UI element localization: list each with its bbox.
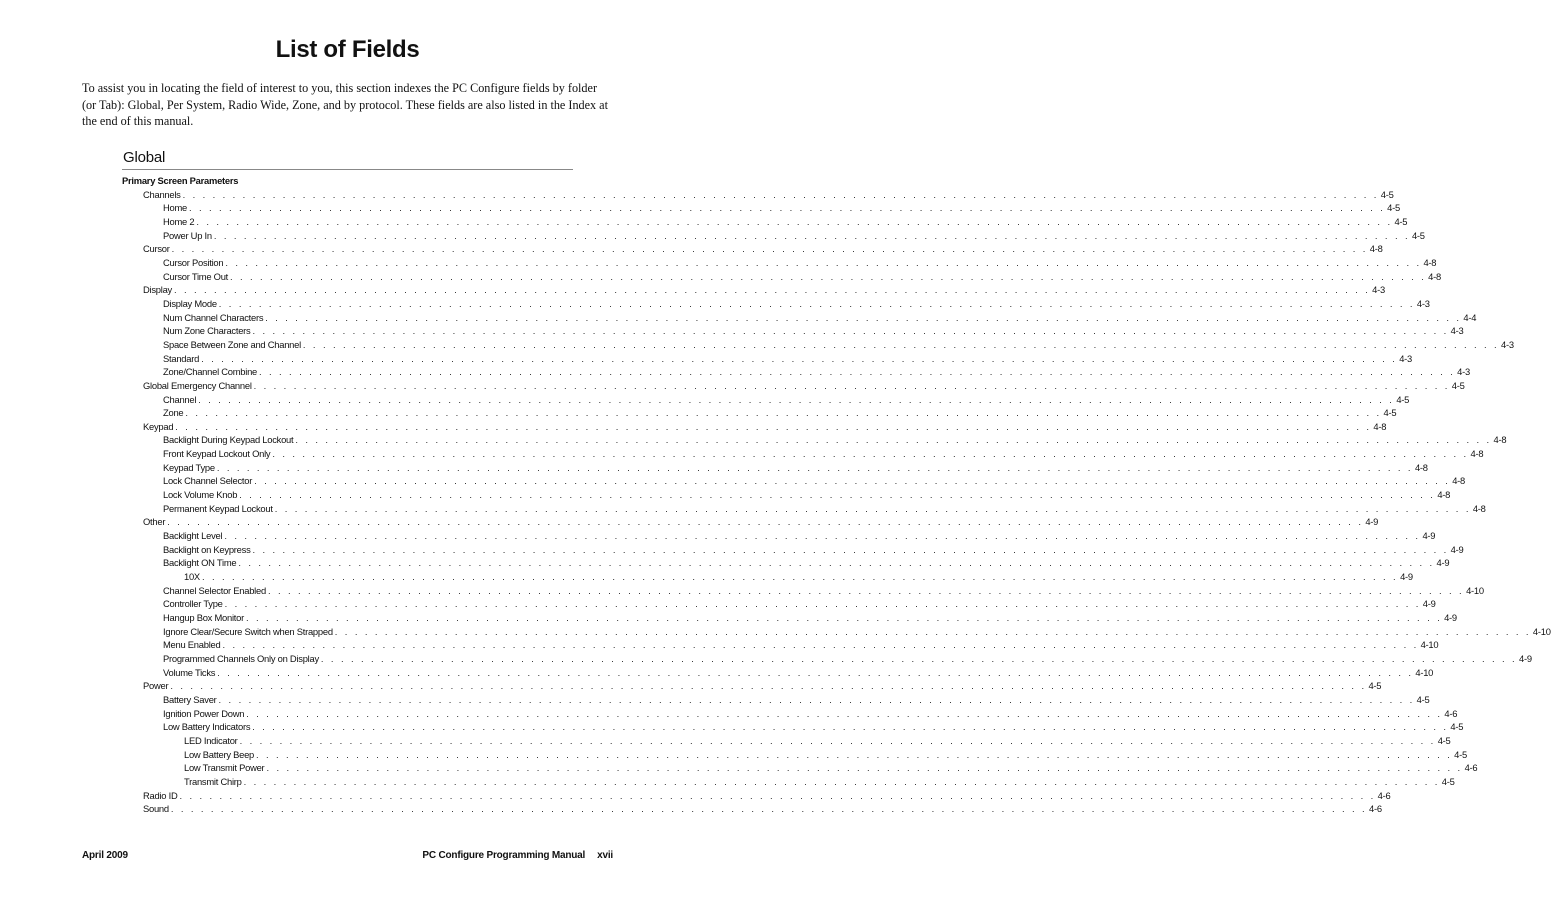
index-entry <box>122 597 1436 611</box>
index-entry-page: 4-5 <box>1416 693 1430 705</box>
index-entry-label: Hangup Box Monitor <box>163 612 244 623</box>
index-entry-page: 4-8 <box>1470 448 1484 460</box>
index-entry-page: 4-9 <box>1422 598 1436 610</box>
index-entry <box>122 761 1478 775</box>
index-entry-label: Volume Ticks <box>163 666 216 678</box>
dot-leader: . . . . . . . . . . . . . . . . . . . . . . . . . . . . . . . . . . . . . . . . . . . . . . . . . . . . . . . . . . . . . . . . . . . . . . . . . . . . . . . . . . . . . . . . . . . . . . . . . . . . . . . . . . . . . . . . . . . . . . . . <box>239 489 1436 501</box>
index-entry <box>122 556 1450 570</box>
dot-leader: . . . . . . . . . . . . . . . . . . . . . . . . . . . . . . . . . . . . . . . . . . . . . . . . . . . . . . . . . . . . . . . . . . . . . . . . . . . . . . . . . . . . . . . . . . . . . . . . . . . . . . . . . . . . . . . . . . . . . . . . <box>196 215 1393 227</box>
index-entry <box>122 447 1484 461</box>
dot-leader: . . . . . . . . . . . . . . . . . . . . . . . . . . . . . . . . . . . . . . . . . . . . . . . . . . . . . . . . . . . . . . . . . . . . . . . . . . . . . . . . . . . . . . . . . . . . . . . . . . . . . . . . . . . . . . . . . . . . . . . . <box>295 434 1492 446</box>
dot-leader: . . . . . . . . . . . . . . . . . . . . . . . . . . . . . . . . . . . . . . . . . . . . . . . . . . . . . . . . . . . . . . . . . . . . . . . . . . . . . . . . . . . . . . . . . . . . . . . . . . . . . . . . . . . . . . . . . . . . . . . . <box>167 516 1364 528</box>
index-entry-label: Zone/Channel Combine <box>163 366 258 378</box>
section-divider <box>122 169 573 170</box>
index-entry-label: Backlight on Keypress <box>163 543 251 555</box>
index-entry-page: 4-5 <box>1451 379 1465 391</box>
index-entry-label: Keypad <box>143 420 174 432</box>
index-entry-label: LED Indicator <box>184 734 238 746</box>
index-entry <box>122 365 1470 379</box>
index-entry <box>122 775 1455 789</box>
dot-leader: . . . . . . . . . . . . . . . . . . . . . . . . . . . . . . . . . . . . . . . . . . . . . . . . . . . . . . . . . . . . . . . . . . . . . . . . . . . . . . . . . . . . . . . . . . . . . . . . . . . . . . . . . . . . . . . . . . . . . . . . <box>265 311 1462 323</box>
index-entry-label: Programmed Channels Only on Display <box>163 652 319 664</box>
index-entry-label: Controller Type <box>163 598 223 610</box>
index-entry-label: Cursor Time Out <box>163 270 229 282</box>
index-entry-label: Permanent Keypad Lockout <box>163 502 273 514</box>
index-entry-label: Low Transmit Power <box>184 762 265 774</box>
dot-leader: . . . . . . . . . . . . . . . . . . . . . . . . . . . . . . . . . . . . . . . . . . . . . . . . . . . . . . . . . . . . . . . . . . . . . . . . . . . . . . . . . . . . . . . . . . . . . . . . . . . . . . . . . . . . . . . . . . . . . . . . <box>224 530 1421 542</box>
index-entry <box>122 461 1428 475</box>
index-entry-page: 4-8 <box>1437 489 1451 501</box>
index-entry-label: Display <box>143 284 172 296</box>
dot-leader: . . . . . . . . . . . . . . . . . . . . . . . . . . . . . . . . . . . . . . . . . . . . . . . . . . . . . . . . . . . . . . . . . . . . . . . . . . . . . . . . . . . . . . . . . . . . . . . . . . . . . . . . . . . . . . . . . . . . . . . . <box>230 270 1427 282</box>
footer-info <box>422 850 613 861</box>
dot-leader: . . . . . . . . . . . . . . . . . . . . . . . . . . . . . . . . . . . . . . . . . . . . . . . . . . . . . . . . . . . . . . . . . . . . . . . . . . . . . . . . . . . . . . . . . . . . . . . . . . . . . . . . . . . . . . . . . . . . . . . . <box>256 748 1453 760</box>
dot-leader: . . . . . . . . . . . . . . . . . . . . . . . . . . . . . . . . . . . . . . . . . . . . . . . . . . . . . . . . . . . . . . . . . . . . . . . . . . . . . . . . . . . . . . . . . . . . . . . . . . . . . . . . . . . . . . . . . . . . . . . . <box>320 652 1518 664</box>
index-entry <box>122 283 1385 297</box>
index-entry-page: 4-8 <box>1369 243 1383 255</box>
dot-leader: . . . . . . . . . . . . . . . . . . . . . . . . . . . . . . . . . . . . . . . . . . . . . . . . . . . . . . . . . . . . . . . . . . . . . . . . . . . . . . . . . . . . . . . . . . . . . . . . . . . . . . . . . . . . . . . . . . . . . . . . <box>182 188 1379 200</box>
index-entry-page: 4-8 <box>1452 475 1466 487</box>
index-entry-label: Other <box>143 516 166 528</box>
index-entry-label: Battery Saver <box>163 693 217 705</box>
index-entry-page: 4-3 <box>1457 366 1470 378</box>
index-entry <box>122 679 1382 693</box>
dot-leader: . . . . . . . . . . . . . . . . . . . . . . . . . . . . . . . . . . . . . . . . . . . . . . . . . . . . . . . . . . . . . . . . . . . . . . . . . . . . . . . . . . . . . . . . . . . . . . . . . . . . . . . . . . . . . . . . . . . . . . . . <box>185 407 1382 419</box>
index-entry-page: 4-9 <box>1365 516 1379 528</box>
dot-leader: . . . . . . . . . . . . . . . . . . . . . . . . . . . . . . . . . . . . . . . . . . . . . . . . . . . . . . . . . . . . . . . . . . . . . . . . . . . . . . . . . . . . . . . . . . . . . . . . . . . . . . . . . . . . . . . . . . . . . . . . <box>238 557 1435 569</box>
dot-leader: . . . . . . . . . . . . . . . . . . . . . . . . . . . . . . . . . . . . . . . . . . . . . . . . . . . . . . . . . . . . . . . . . . . . . . . . . . . . . . . . . . . . . . . . . . . . . . . . . . . . . . . . . . . . . . . . . . . . . . . . <box>213 229 1410 241</box>
index-entry <box>122 406 1397 420</box>
index-entry <box>122 584 1484 598</box>
index-entry-page: 4-10 <box>1415 666 1434 678</box>
dot-leader: . . . . . . . . . . . . . . . . . . . . . . . . . . . . . . . . . . . . . . . . . . . . . . . . . . . . . . . . . . . . . . . . . . . . . . . . . . . . . . . . . . . . . . . . . . . . . . . . . . . . . . . . . . . . . . . . . . . . . . . . <box>245 612 1443 623</box>
index-entry-page: 4-3 <box>1416 297 1430 309</box>
index-entry <box>122 652 1532 666</box>
index-entry <box>122 543 1464 557</box>
index-entry-page: 4-8 <box>1373 420 1387 432</box>
index-entry <box>122 789 1391 803</box>
dot-leader: . . . . . . . . . . . . . . . . . . . . . . . . . . . . . . . . . . . . . . . . . . . . . . . . . . . . . . . . . . . . . . . . . . . . . . . . . . . . . . . . . . . . . . . . . . . . . . . . . . . . . . . . . . . . . . . . . . . . . . . . <box>302 338 1500 350</box>
index-entry-label: Lock Channel Selector <box>163 475 253 487</box>
index-entry <box>122 420 1387 434</box>
index-entry-label: Sound <box>143 803 169 815</box>
index-entry-label: Backlight During Keypad Lockout <box>163 434 294 446</box>
index-entry-label: Low Battery Indicators <box>163 721 251 733</box>
index-entry-page: 4-3 <box>1450 325 1464 337</box>
index-entry-page: 4-6 <box>1444 707 1458 719</box>
dot-leader: . . . . . . . . . . . . . . . . . . . . . . . . . . . . . . . . . . . . . . . . . . . . . . . . . . . . . . . . . . . . . . . . . . . . . . . . . . . . . . . . . . . . . . . . . . . . . . . . . . . . . . . . . . . . . . . . . . . . . . . . <box>175 420 1372 432</box>
index-entry <box>122 488 1451 502</box>
index-entry <box>122 242 1383 256</box>
index-entry-page: 4-5 <box>1441 775 1455 787</box>
dot-leader: . . . . . . . . . . . . . . . . . . . . . . . . . . . . . . . . . . . . . . . . . . . . . . . . . . . . . . . . . . . . . . . . . . . . . . . . . . . . . . . . . . . . . . . . . . . . . . . . . . . . . . . . . . . . . . . . . . . . . . . . <box>170 680 1367 692</box>
index-entry-label: Channels <box>143 188 181 200</box>
dot-leader: . . . . . . . . . . . . . . . . . . . . . . . . . . . . . . . . . . . . . . . . . . . . . . . . . . . . . . . . . . . . . . . . . . . . . . . . . . . . . . . . . . . . . . . . . . . . . . . . . . . . . . . . . . . . . . . . . . . . . . . . <box>334 625 1531 637</box>
index-entry-page: 4-9 <box>1422 530 1436 542</box>
index-entry <box>122 502 1486 516</box>
index-entry <box>122 515 1379 529</box>
index-entry-page: 4-10 <box>1532 625 1551 637</box>
index-entry-page: 4-10 <box>1466 584 1484 596</box>
footer-manual-title: PC Configure Programming Manual <box>422 850 586 861</box>
index-entry-label: Menu Enabled <box>163 639 221 651</box>
index-entry <box>122 270 1441 284</box>
index-entry-page: 4-9 <box>1436 557 1450 569</box>
field-index-list <box>122 174 1551 816</box>
index-entry <box>122 666 1434 680</box>
dot-leader: . . . . . . . . . . . . . . . . . . . . . . . . . . . . . . . . . . . . . . . . . . . . . . . . . . . . . . . . . . . . . . . . . . . . . . . . . . . . . . . . . . . . . . . . . . . . . . . . . . . . . . . . . . . . . . . . . . . . . . . . <box>198 393 1395 405</box>
dot-leader: . . . . . . . . . . . . . . . . . . . . . . . . . . . . . . . . . . . . . . . . . . . . . . . . . . . . . . . . . . . . . . . . . . . . . . . . . . . . . . . . . . . . . . . . . . . . . . . . . . . . . . . . . . . . . . . . . . . . . . . . <box>189 202 1386 214</box>
index-entry-label: Power Up In <box>163 229 212 241</box>
footer-date: April 2009 <box>82 850 128 861</box>
index-entry-page: 4-5 <box>1396 393 1410 405</box>
index-entry-label: Home <box>163 202 188 214</box>
index-entry <box>122 352 1412 366</box>
index-entry <box>122 311 1477 325</box>
index-entry <box>122 229 1425 243</box>
section-heading: Global <box>123 149 166 166</box>
index-entry-page: 4-6 <box>1368 803 1382 815</box>
index-entry-page: 4-8 <box>1493 434 1507 446</box>
dot-leader: . . . . . . . . . . . . . . . . . . . . . . . . . . . . . . . . . . . . . . . . . . . . . . . . . . . . . . . . . . . . . . . . . . . . . . . . . . . . . . . . . . . . . . . . . . . . . . . . . . . . . . . . . . . . . . . . . . . . . . . . <box>201 571 1399 583</box>
dot-leader: . . . . . . . . . . . . . . . . . . . . . . . . . . . . . . . . . . . . . . . . . . . . . . . . . . . . . . . . . . . . . . . . . . . . . . . . . . . . . . . . . . . . . . . . . . . . . . . . . . . . . . . . . . . . . . . . . . . . . . . . <box>272 448 1469 460</box>
dot-leader: . . . . . . . . . . . . . . . . . . . . . . . . . . . . . . . . . . . . . . . . . . . . . . . . . . . . . . . . . . . . . . . . . . . . . . . . . . . . . . . . . . . . . . . . . . . . . . . . . . . . . . . . . . . . . . . . . . . . . . . . <box>252 721 1449 733</box>
index-entry-label: Channel <box>163 393 197 405</box>
index-entry-page: 4-5 <box>1454 748 1467 760</box>
dot-leader: . . . . . . . . . . . . . . . . . . . . . . . . . . . . . . . . . . . . . . . . . . . . . . . . . . . . . . . . . . . . . . . . . . . . . . . . . . . . . . . . . . . . . . . . . . . . . . . . . . . . . . . . . . . . . . . . . . . . . . . . <box>171 243 1368 255</box>
index-entry-label: Radio ID <box>143 789 178 801</box>
index-entry-label: Power <box>143 680 169 692</box>
index-entry <box>122 802 1382 816</box>
index-entry-page: 4-5 <box>1383 407 1397 419</box>
index-entry-label: Zone <box>163 407 184 419</box>
index-entry-label: 10X <box>184 571 200 583</box>
dot-leader: . . . . . . . . . . . . . . . . . . . . . . . . . . . . . . . . . . . . . . . . . . . . . . . . . . . . . . . . . . . . . . . . . . . . . . . . . . . . . . . . . . . . . . . . . . . . . . . . . . . . . . . . . . . . . . . . . . . . . . . . <box>239 734 1436 746</box>
index-entry-label: Ignore Clear/Secure Switch when Strapped <box>163 625 333 637</box>
index-entry-page: 4-9 <box>1450 543 1464 555</box>
index-entry <box>122 215 1408 229</box>
index-entry-label: Standard <box>163 352 200 364</box>
index-entry-page: 4-6 <box>1464 762 1478 774</box>
index-entry-label: Ignition Power Down <box>163 707 245 719</box>
index-entry-page: 4-5 <box>1394 215 1408 227</box>
index-entry-page: 4-5 <box>1411 229 1425 241</box>
index-entry <box>122 625 1551 639</box>
index-entry-label: Num Channel Characters <box>163 311 264 323</box>
page-title: List of Fields <box>275 36 420 63</box>
index-entry-label: Backlight Level <box>163 530 223 542</box>
index-entry-page: 4-8 <box>1472 502 1486 514</box>
index-entry <box>122 297 1430 311</box>
index-entry-label: Channel Selector Enabled <box>163 584 266 596</box>
dot-leader: . . . . . . . . . . . . . . . . . . . . . . . . . . . . . . . . . . . . . . . . . . . . . . . . . . . . . . . . . . . . . . . . . . . . . . . . . . . . . . . . . . . . . . . . . . . . . . . . . . . . . . . . . . . . . . . . . . . . . . . . <box>252 543 1449 555</box>
dot-leader: . . . . . . . . . . . . . . . . . . . . . . . . . . . . . . . . . . . . . . . . . . . . . . . . . . . . . . . . . . . . . . . . . . . . . . . . . . . . . . . . . . . . . . . . . . . . . . . . . . . . . . . . . . . . . . . . . . . . . . . . <box>252 325 1449 337</box>
index-entry-label: Transmit Chirp <box>184 775 242 787</box>
index-entry-page: 4-8 <box>1428 270 1441 282</box>
footer-page-number: xvii <box>597 850 613 861</box>
dot-leader: . . . . . . . . . . . . . . . . . . . . . . . . . . . . . . . . . . . . . . . . . . . . . . . . . . . . . . . . . . . . . . . . . . . . . . . . . . . . . . . . . . . . . . . . . . . . . . . . . . . . . . . . . . . . . . . . . . . . . . . . <box>267 584 1465 596</box>
index-entry-page: 4-3 <box>1399 352 1412 364</box>
dot-leader: . . . . . . . . . . . . . . . . . . . . . . . . . . . . . . . . . . . . . . . . . . . . . . . . . . . . . . . . . . . . . . . . . . . . . . . . . . . . . . . . . . . . . . . . . . . . . . . . . . . . . . . . . . . . . . . . . . . . . . . . <box>259 366 1456 378</box>
index-entry-label: Primary Screen Parameters <box>122 175 239 186</box>
index-entry <box>122 393 1410 407</box>
index-entry-label: Front Keypad Lockout Only <box>163 448 271 460</box>
index-entry-page: 4-8 <box>1423 256 1437 268</box>
index-entry-page: 4-5 <box>1368 680 1382 692</box>
index-entry <box>122 433 1507 447</box>
index-entry <box>122 611 1457 625</box>
index-entry <box>122 256 1437 270</box>
index-entry-page: 4-8 <box>1414 461 1428 473</box>
index-entry <box>122 707 1458 721</box>
index-entry-page: 4-5 <box>1387 202 1400 214</box>
index-entry <box>122 188 1394 202</box>
index-entry-page: 4-6 <box>1377 789 1391 801</box>
index-entry <box>122 338 1514 352</box>
dot-leader: . . . . . . . . . . . . . . . . . . . . . . . . . . . . . . . . . . . . . . . . . . . . . . . . . . . . . . . . . . . . . . . . . . . . . . . . . . . . . . . . . . . . . . . . . . . . . . . . . . . . . . . . . . . . . . . . . . . . . . . . <box>274 502 1471 514</box>
index-entry <box>122 529 1436 543</box>
dot-leader: . . . . . . . . . . . . . . . . . . . . . . . . . . . . . . . . . . . . . . . . . . . . . . . . . . . . . . . . . . . . . . . . . . . . . . . . . . . . . . . . . . . . . . . . . . . . . . . . . . . . . . . . . . . . . . . . . . . . . . . . <box>224 598 1421 610</box>
index-entry <box>122 734 1451 748</box>
index-group-heading <box>122 174 573 188</box>
index-entry <box>122 201 1400 215</box>
dot-leader: . . . . . . . . . . . . . . . . . . . . . . . . . . . . . . . . . . . . . . . . . . . . . . . . . . . . . . . . . . . . . . . . . . . . . . . . . . . . . . . . . . . . . . . . . . . . . . . . . . . . . . . . . . . . . . . . . . . . . . . . <box>170 803 1367 815</box>
index-entry <box>122 570 1413 584</box>
intro-paragraph: To assist you in locating the field of interest to you, this section indexes the PC Configure fields by folder (or Tab): Global, Per System, Radio Wide, Zone, and by protocol. These fields are also listed in the Index at the end of this manual. <box>82 81 608 129</box>
index-entry-label: Low Battery Beep <box>184 748 255 760</box>
dot-leader: . . . . . . . . . . . . . . . . . . . . . . . . . . . . . . . . . . . . . . . . . . . . . . . . . . . . . . . . . . . . . . . . . . . . . . . . . . . . . . . . . . . . . . . . . . . . . . . . . . . . . . . . . . . . . . . . . . . . . . . . <box>218 297 1415 309</box>
index-entry <box>122 324 1464 338</box>
index-entry-page: 4-3 <box>1372 284 1385 296</box>
dot-leader: . . . . . . . . . . . . . . . . . . . . . . . . . . . . . . . . . . . . . . . . . . . . . . . . . . . . . . . . . . . . . . . . . . . . . . . . . . . . . . . . . . . . . . . . . . . . . . . . . . . . . . . . . . . . . . . . . . . . . . . . <box>243 775 1440 787</box>
index-entry <box>122 379 1465 393</box>
dot-leader: . . . . . . . . . . . . . . . . . . . . . . . . . . . . . . . . . . . . . . . . . . . . . . . . . . . . . . . . . . . . . . . . . . . . . . . . . . . . . . . . . . . . . . . . . . . . . . . . . . . . . . . . . . . . . . . . . . . . . . . . <box>246 707 1443 719</box>
index-entry-page: 4-5 <box>1450 721 1464 733</box>
dot-leader: . . . . . . . . . . . . . . . . . . . . . . . . . . . . . . . . . . . . . . . . . . . . . . . . . . . . . . . . . . . . . . . . . . . . . . . . . . . . . . . . . . . . . . . . . . . . . . . . . . . . . . . . . . . . . . . . . . . . . . . . <box>217 666 1414 678</box>
index-entry-page: 4-9 <box>1400 571 1413 583</box>
index-entry <box>122 748 1467 762</box>
dot-leader: . . . . . . . . . . . . . . . . . . . . . . . . . . . . . . . . . . . . . . . . . . . . . . . . . . . . . . . . . . . . . . . . . . . . . . . . . . . . . . . . . . . . . . . . . . . . . . . . . . . . . . . . . . . . . . . . . . . . . . . . <box>253 379 1450 391</box>
index-entry-page: 4-5 <box>1380 188 1394 200</box>
dot-leader: . . . . . . . . . . . . . . . . . . . . . . . . . . . . . . . . . . . . . . . . . . . . . . . . . . . . . . . . . . . . . . . . . . . . . . . . . . . . . . . . . . . . . . . . . . . . . . . . . . . . . . . . . . . . . . . . . . . . . . . . <box>218 693 1415 705</box>
index-entry-label: Keypad Type <box>163 461 215 473</box>
dot-leader: . . . . . . . . . . . . . . . . . . . . . . . . . . . . . . . . . . . . . . . . . . . . . . . . . . . . . . . . . . . . . . . . . . . . . . . . . . . . . . . . . . . . . . . . . . . . . . . . . . . . . . . . . . . . . . . . . . . . . . . . <box>179 789 1376 801</box>
dot-leader: . . . . . . . . . . . . . . . . . . . . . . . . . . . . . . . . . . . . . . . . . . . . . . . . . . . . . . . . . . . . . . . . . . . . . . . . . . . . . . . . . . . . . . . . . . . . . . . . . . . . . . . . . . . . . . . . . . . . . . . . <box>266 762 1463 774</box>
index-entry-page: 4-3 <box>1501 338 1514 350</box>
dot-leader: . . . . . . . . . . . . . . . . . . . . . . . . . . . . . . . . . . . . . . . . . . . . . . . . . . . . . . . . . . . . . . . . . . . . . . . . . . . . . . . . . . . . . . . . . . . . . . . . . . . . . . . . . . . . . . . . . . . . . . . . <box>254 475 1451 487</box>
index-entry-page: 4-10 <box>1420 639 1439 651</box>
index-entry-label: Cursor Position <box>163 256 224 268</box>
index-entry <box>122 720 1464 734</box>
index-entry-label: Num Zone Characters <box>163 325 251 337</box>
dot-leader: . . . . . . . . . . . . . . . . . . . . . . . . . . . . . . . . . . . . . . . . . . . . . . . . . . . . . . . . . . . . . . . . . . . . . . . . . . . . . . . . . . . . . . . . . . . . . . . . . . . . . . . . . . . . . . . . . . . . . . . . <box>216 461 1413 473</box>
index-entry-label: Home 2 <box>163 215 195 227</box>
index-entry-label: Global Emergency Channel <box>143 379 252 391</box>
index-entry-page: 4-9 <box>1444 612 1457 623</box>
index-entry <box>122 693 1430 707</box>
index-entry-label: Backlight ON Time <box>163 557 237 569</box>
index-entry-page: 4-5 <box>1437 734 1451 746</box>
index-entry-page: 4-4 <box>1463 311 1477 323</box>
index-entry-label: Display Mode <box>163 297 217 309</box>
index-entry-label: Lock Volume Knob <box>163 489 238 501</box>
dot-leader: . . . . . . . . . . . . . . . . . . . . . . . . . . . . . . . . . . . . . . . . . . . . . . . . . . . . . . . . . . . . . . . . . . . . . . . . . . . . . . . . . . . . . . . . . . . . . . . . . . . . . . . . . . . . . . . . . . . . . . . . <box>201 352 1398 364</box>
index-entry-label: Cursor <box>143 243 170 255</box>
index-entry <box>122 638 1439 652</box>
index-entry-label: Space Between Zone and Channel <box>163 338 301 350</box>
dot-leader: . . . . . . . . . . . . . . . . . . . . . . . . . . . . . . . . . . . . . . . . . . . . . . . . . . . . . . . . . . . . . . . . . . . . . . . . . . . . . . . . . . . . . . . . . . . . . . . . . . . . . . . . . . . . . . . . . . . . . . . . <box>222 639 1419 651</box>
dot-leader: . . . . . . . . . . . . . . . . . . . . . . . . . . . . . . . . . . . . . . . . . . . . . . . . . . . . . . . . . . . . . . . . . . . . . . . . . . . . . . . . . . . . . . . . . . . . . . . . . . . . . . . . . . . . . . . . . . . . . . . . <box>174 284 1371 296</box>
index-entry-page: 4-9 <box>1519 652 1532 664</box>
index-entry <box>122 474 1466 488</box>
dot-leader: . . . . . . . . . . . . . . . . . . . . . . . . . . . . . . . . . . . . . . . . . . . . . . . . . . . . . . . . . . . . . . . . . . . . . . . . . . . . . . . . . . . . . . . . . . . . . . . . . . . . . . . . . . . . . . . . . . . . . . . . <box>225 256 1422 268</box>
